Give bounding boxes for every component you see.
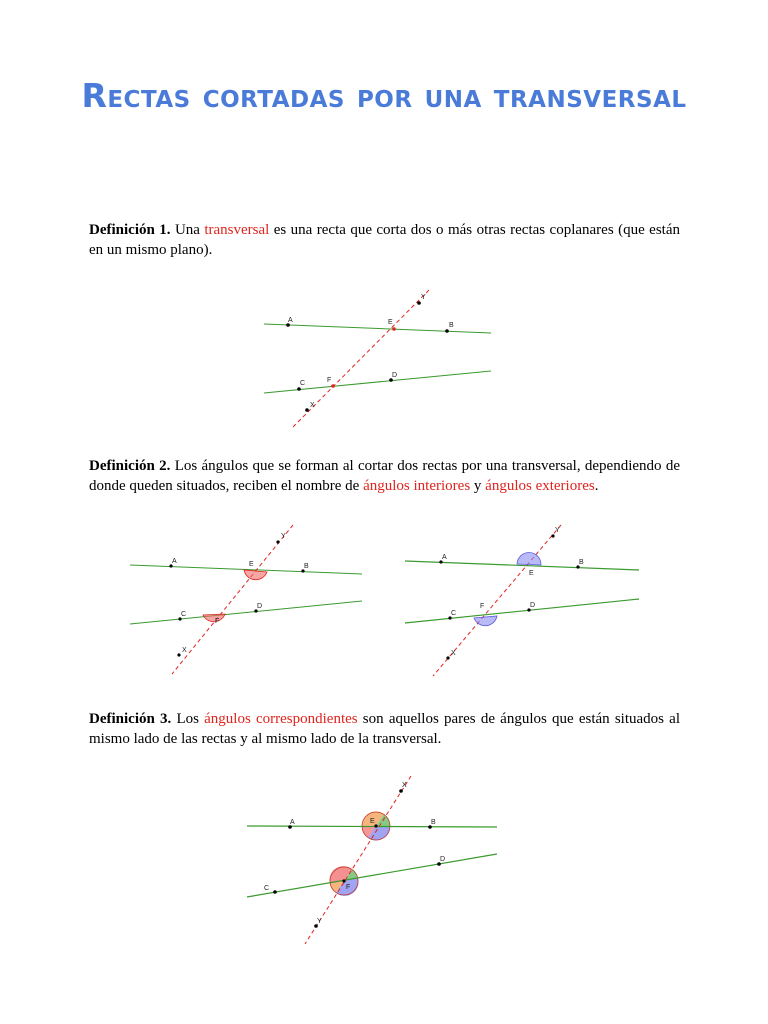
point-x bbox=[446, 656, 449, 659]
highlight-term: ángulos interiores bbox=[363, 478, 471, 494]
point-y bbox=[551, 534, 554, 537]
label-f: F bbox=[346, 884, 351, 891]
point-y bbox=[417, 301, 421, 305]
definition-label: Definición 3. bbox=[89, 711, 172, 727]
label-e: E bbox=[249, 561, 254, 568]
point-x bbox=[305, 408, 309, 412]
label-a: A bbox=[442, 554, 447, 561]
label-f: F bbox=[327, 377, 332, 384]
interior-angle-f bbox=[203, 614, 225, 622]
label-c: C bbox=[264, 885, 270, 892]
label-e: E bbox=[529, 570, 534, 577]
definition-3 bbox=[89, 709, 680, 749]
line-cd bbox=[130, 601, 362, 624]
point-b bbox=[445, 329, 449, 333]
label-f: F bbox=[215, 618, 220, 625]
label-e: E bbox=[370, 818, 375, 825]
definition-text: . bbox=[594, 478, 599, 494]
definition-2 bbox=[89, 456, 680, 496]
label-d: D bbox=[440, 856, 446, 863]
label-x: X bbox=[310, 402, 315, 409]
label-y: Y bbox=[421, 294, 426, 301]
label-c: C bbox=[300, 380, 306, 387]
label-d: D bbox=[392, 372, 398, 379]
point-x bbox=[177, 653, 180, 656]
label-c: C bbox=[451, 610, 457, 617]
label-c: C bbox=[181, 611, 187, 618]
definition-label: Definición 1. bbox=[89, 222, 171, 238]
label-a: A bbox=[172, 558, 177, 565]
point-f bbox=[331, 384, 335, 388]
label-b: B bbox=[449, 322, 454, 329]
line-cd bbox=[405, 599, 639, 623]
figure-transversal bbox=[255, 285, 505, 430]
label-x: X bbox=[182, 647, 187, 654]
definition-text: Una bbox=[170, 222, 205, 238]
label-a: A bbox=[290, 819, 295, 826]
label-b: B bbox=[579, 559, 584, 566]
point-e bbox=[392, 327, 396, 331]
figure-interior-angles bbox=[128, 520, 368, 680]
definition-text: son aquellos pares de ángulos que están situados al mismo lado de las rectas y al mismo lado de la transversal. bbox=[89, 711, 681, 747]
exterior-angle-e bbox=[517, 552, 541, 565]
label-x: X bbox=[402, 782, 407, 789]
label-x: X bbox=[451, 650, 456, 657]
interior-angle-e bbox=[244, 570, 267, 580]
definition-label: Definición 2. bbox=[89, 458, 171, 474]
line-cd bbox=[247, 854, 497, 897]
definition-text: Los bbox=[171, 711, 205, 727]
highlight-term: transversal bbox=[204, 222, 270, 238]
definition-text: y bbox=[470, 478, 486, 494]
point-e bbox=[374, 824, 377, 827]
point-x bbox=[399, 789, 403, 793]
label-d: D bbox=[530, 602, 536, 609]
point-y bbox=[276, 540, 279, 543]
label-y: Y bbox=[555, 527, 560, 534]
label-y: Y bbox=[281, 533, 286, 540]
label-a: A bbox=[288, 317, 293, 324]
point-f bbox=[342, 879, 345, 882]
definition-text: Los ángulos que se forman al cortar dos rectas por una transversal, dependiendo de donde queden situados, reciben el nombre de bbox=[89, 458, 680, 494]
definition-1 bbox=[89, 220, 680, 260]
transversal-line bbox=[172, 525, 293, 674]
highlight-term: ángulos correspondientes bbox=[204, 711, 358, 727]
point-c bbox=[273, 890, 277, 894]
label-d: D bbox=[257, 603, 263, 610]
label-b: B bbox=[304, 563, 309, 570]
definition-text: es una recta que corta dos o más otras rectas coplanares (que están en un mismo plano). bbox=[89, 222, 680, 258]
figure-exterior-angles bbox=[403, 520, 643, 680]
line-ab bbox=[247, 826, 497, 827]
label-f: F bbox=[480, 603, 485, 610]
label-y: Y bbox=[317, 918, 322, 925]
page-title: Rectas cortadas por una transversal bbox=[81, 76, 687, 115]
label-b: B bbox=[431, 819, 436, 826]
figure-corresponding-angles bbox=[245, 772, 500, 950]
highlight-term: ángulos exteriores bbox=[485, 478, 595, 494]
line-ab bbox=[264, 324, 491, 333]
point-c bbox=[297, 387, 301, 391]
label-e: E bbox=[388, 319, 393, 326]
